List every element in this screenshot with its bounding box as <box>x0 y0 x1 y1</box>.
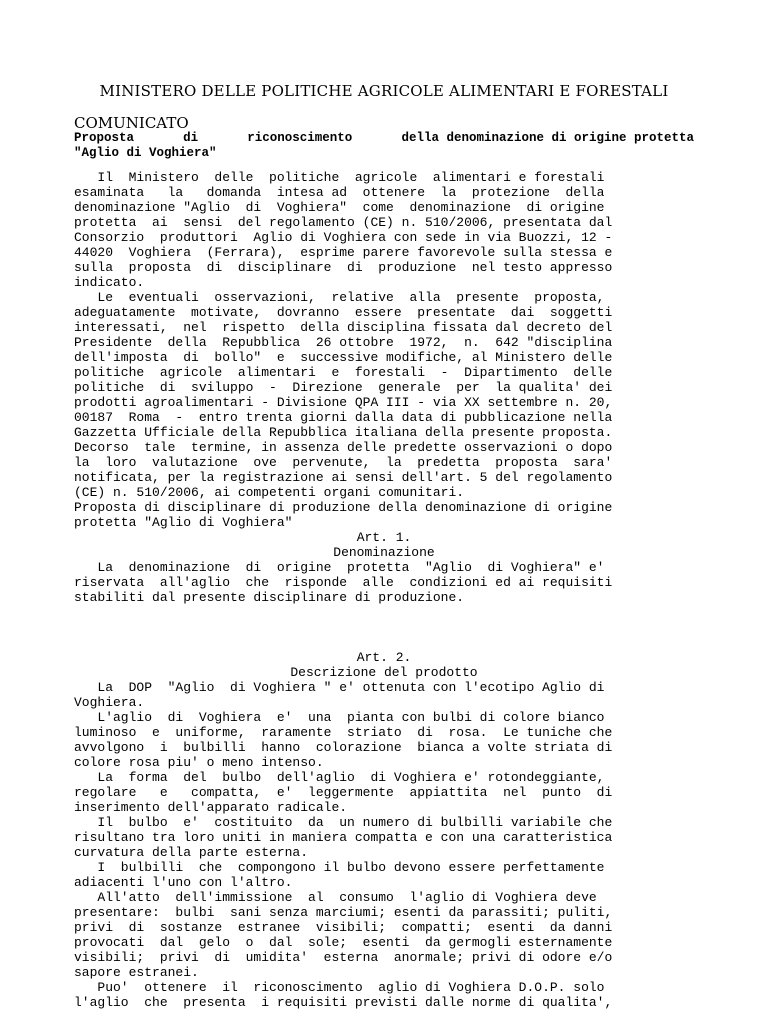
paragraph-intro <box>74 170 694 290</box>
text-line: luminoso e uniforme, raramente striato di rosa. Le tuniche che <box>74 725 613 740</box>
text-line: sapore estranei. <box>74 965 199 980</box>
text-line: Le eventuali osservazioni, relative alla presente proposta, <box>74 290 605 305</box>
text-line: notificata, per la registrazione ai sensi dell'art. 5 del regolamento <box>74 470 613 485</box>
subtitle-word: di <box>183 131 199 145</box>
paragraph-observations <box>74 290 694 530</box>
text-line: presentare: bulbi sani senza marciumi; esenti da parassiti; puliti, <box>74 905 613 920</box>
text-line: Puo' ottenere il riconoscimento aglio di Voghiera D.O.P. solo <box>74 980 605 995</box>
text-line: 44020 Voghiera (Ferrara), esprime parere favorevole sulla stessa e <box>74 245 613 260</box>
text-line: La denominazione di origine protetta "Aglio di Voghiera" e' <box>74 560 605 575</box>
document-body <box>74 170 694 1010</box>
text-line: L'aglio di Voghiera e' una pianta con bulbi di colore bianco <box>74 710 605 725</box>
text-line: (CE) n. 510/2006, ai competenti organi comunitari. <box>74 485 465 500</box>
text-line: esaminata la domanda intesa ad ottenere la protezione della <box>74 185 605 200</box>
text-line: denominazione "Aglio di Voghiera" come denominazione di origine <box>74 200 605 215</box>
section-heading: COMUNICATO <box>74 114 189 132</box>
text-line: indicato. <box>74 275 145 290</box>
text-line: provocati dal gelo o dal sole; esenti da germogli esternamente <box>74 935 613 950</box>
text-line: colore rosa piu' o meno intenso. <box>74 755 324 770</box>
text-line: la loro valutazione ove pervenute, la predetta proposta sara' <box>74 455 613 470</box>
text-line: politiche di sviluppo - Direzione generale per la qualita' dei <box>74 380 613 395</box>
text-line: Proposta di disciplinare di produzione della denominazione di origine <box>74 500 613 515</box>
text-line: curvatura della parte esterna. <box>74 845 309 860</box>
text-line: avvolgono i bulbilli hanno colorazione bianca a volte striata di <box>74 740 613 755</box>
text-line: inserimento dell'apparato radicale. <box>74 800 348 815</box>
text-line: adiacenti l'uno con l'altro. <box>74 875 293 890</box>
text-line: La DOP "Aglio di Voghiera " e' ottenuta con l'ecotipo Aglio di <box>74 680 605 695</box>
text-line: dell'imposta di bollo" e successive modifiche, al Ministero delle <box>74 350 613 365</box>
text-line: Decorso tale termine, in assenza delle predette osservazioni o dopo <box>74 440 613 455</box>
document-subtitle <box>74 131 694 161</box>
subtitle-line-2: "Aglio di Voghiera" <box>74 146 217 160</box>
article-1-title: Denominazione <box>333 545 435 560</box>
text-line: Presidente della Repubblica 26 ottobre 1972, n. 642 "disciplina <box>74 335 613 350</box>
article-2-text <box>74 680 694 1010</box>
text-line: privi di sostanze estranee visibili; compatti; esenti da danni <box>74 920 613 935</box>
text-line: Il Ministero delle politiche agricole alimentari e forestali <box>74 170 605 185</box>
text-line: protetta ai sensi del regolamento (CE) n. 510/2006, presentata dal <box>74 215 613 230</box>
subtitle-word: della denominazione di origine protetta <box>401 131 694 145</box>
text-line: protetta "Aglio di Voghiera" <box>74 515 293 530</box>
article-1-heading: Art. 1. <box>356 530 412 545</box>
subtitle-line-1 <box>74 131 694 146</box>
text-line: All'atto dell'immissione al consumo l'aglio di Voghiera deve <box>74 890 597 905</box>
article-2-heading: Art. 2. <box>356 650 412 665</box>
article-1-text <box>74 560 694 605</box>
text-line: l'aglio che presenta i requisiti previsti dalle norme di qualita', <box>74 995 613 1010</box>
text-line: riservata all'aglio che risponde alle condizioni ed ai requisiti <box>74 575 613 590</box>
text-line: adeguatamente motivate, dovranno essere presentate dai soggetti <box>74 305 613 320</box>
text-line: 00187 Roma - entro trenta giorni dalla data di pubblicazione nella <box>74 410 613 425</box>
text-line: stabiliti dal presente disciplinare di produzione. <box>74 590 465 605</box>
text-line: regolare e compatta, e' leggermente appiattita nel punto di <box>74 785 613 800</box>
text-line: prodotti agroalimentari - Divisione QPA III - via XX settembre n. 20, <box>74 395 613 410</box>
text-line: Il bulbo e' costituito da un numero di bulbilli variabile che <box>74 815 613 830</box>
page-title: MINISTERO DELLE POLITICHE AGRICOLE ALIMENTARI E FORESTALI <box>99 82 669 100</box>
subtitle-word: Proposta <box>74 131 135 145</box>
text-line: La forma del bulbo dell'aglio di Voghiera e' rotondeggiante, <box>74 770 605 785</box>
article-2-title: Descrizione del prodotto <box>290 665 478 680</box>
text-line: Gazzetta Ufficiale della Repubblica italiana della presente proposta. <box>74 425 613 440</box>
text-line: risultano tra loro uniti in maniera compatta e con una caratteristica <box>74 830 613 845</box>
subtitle-word: riconoscimento <box>247 131 353 145</box>
text-line: interessati, nel rispetto della disciplina fissata dal decreto del <box>74 320 613 335</box>
text-line: Consorzio produttori Aglio di Voghiera con sede in via Buozzi, 12 - <box>74 230 613 245</box>
text-line: politiche agricole alimentari e forestali - Dipartimento delle <box>74 365 613 380</box>
text-line: Voghiera. <box>74 695 145 710</box>
text-line: I bulbilli che compongono il bulbo devono essere perfettamente <box>74 860 605 875</box>
text-line: visibili; privi di umidita' esterna anormale; privi di odore e/o <box>74 950 613 965</box>
text-line: sulla proposta di disciplinare di produzione nel testo appresso <box>74 260 613 275</box>
